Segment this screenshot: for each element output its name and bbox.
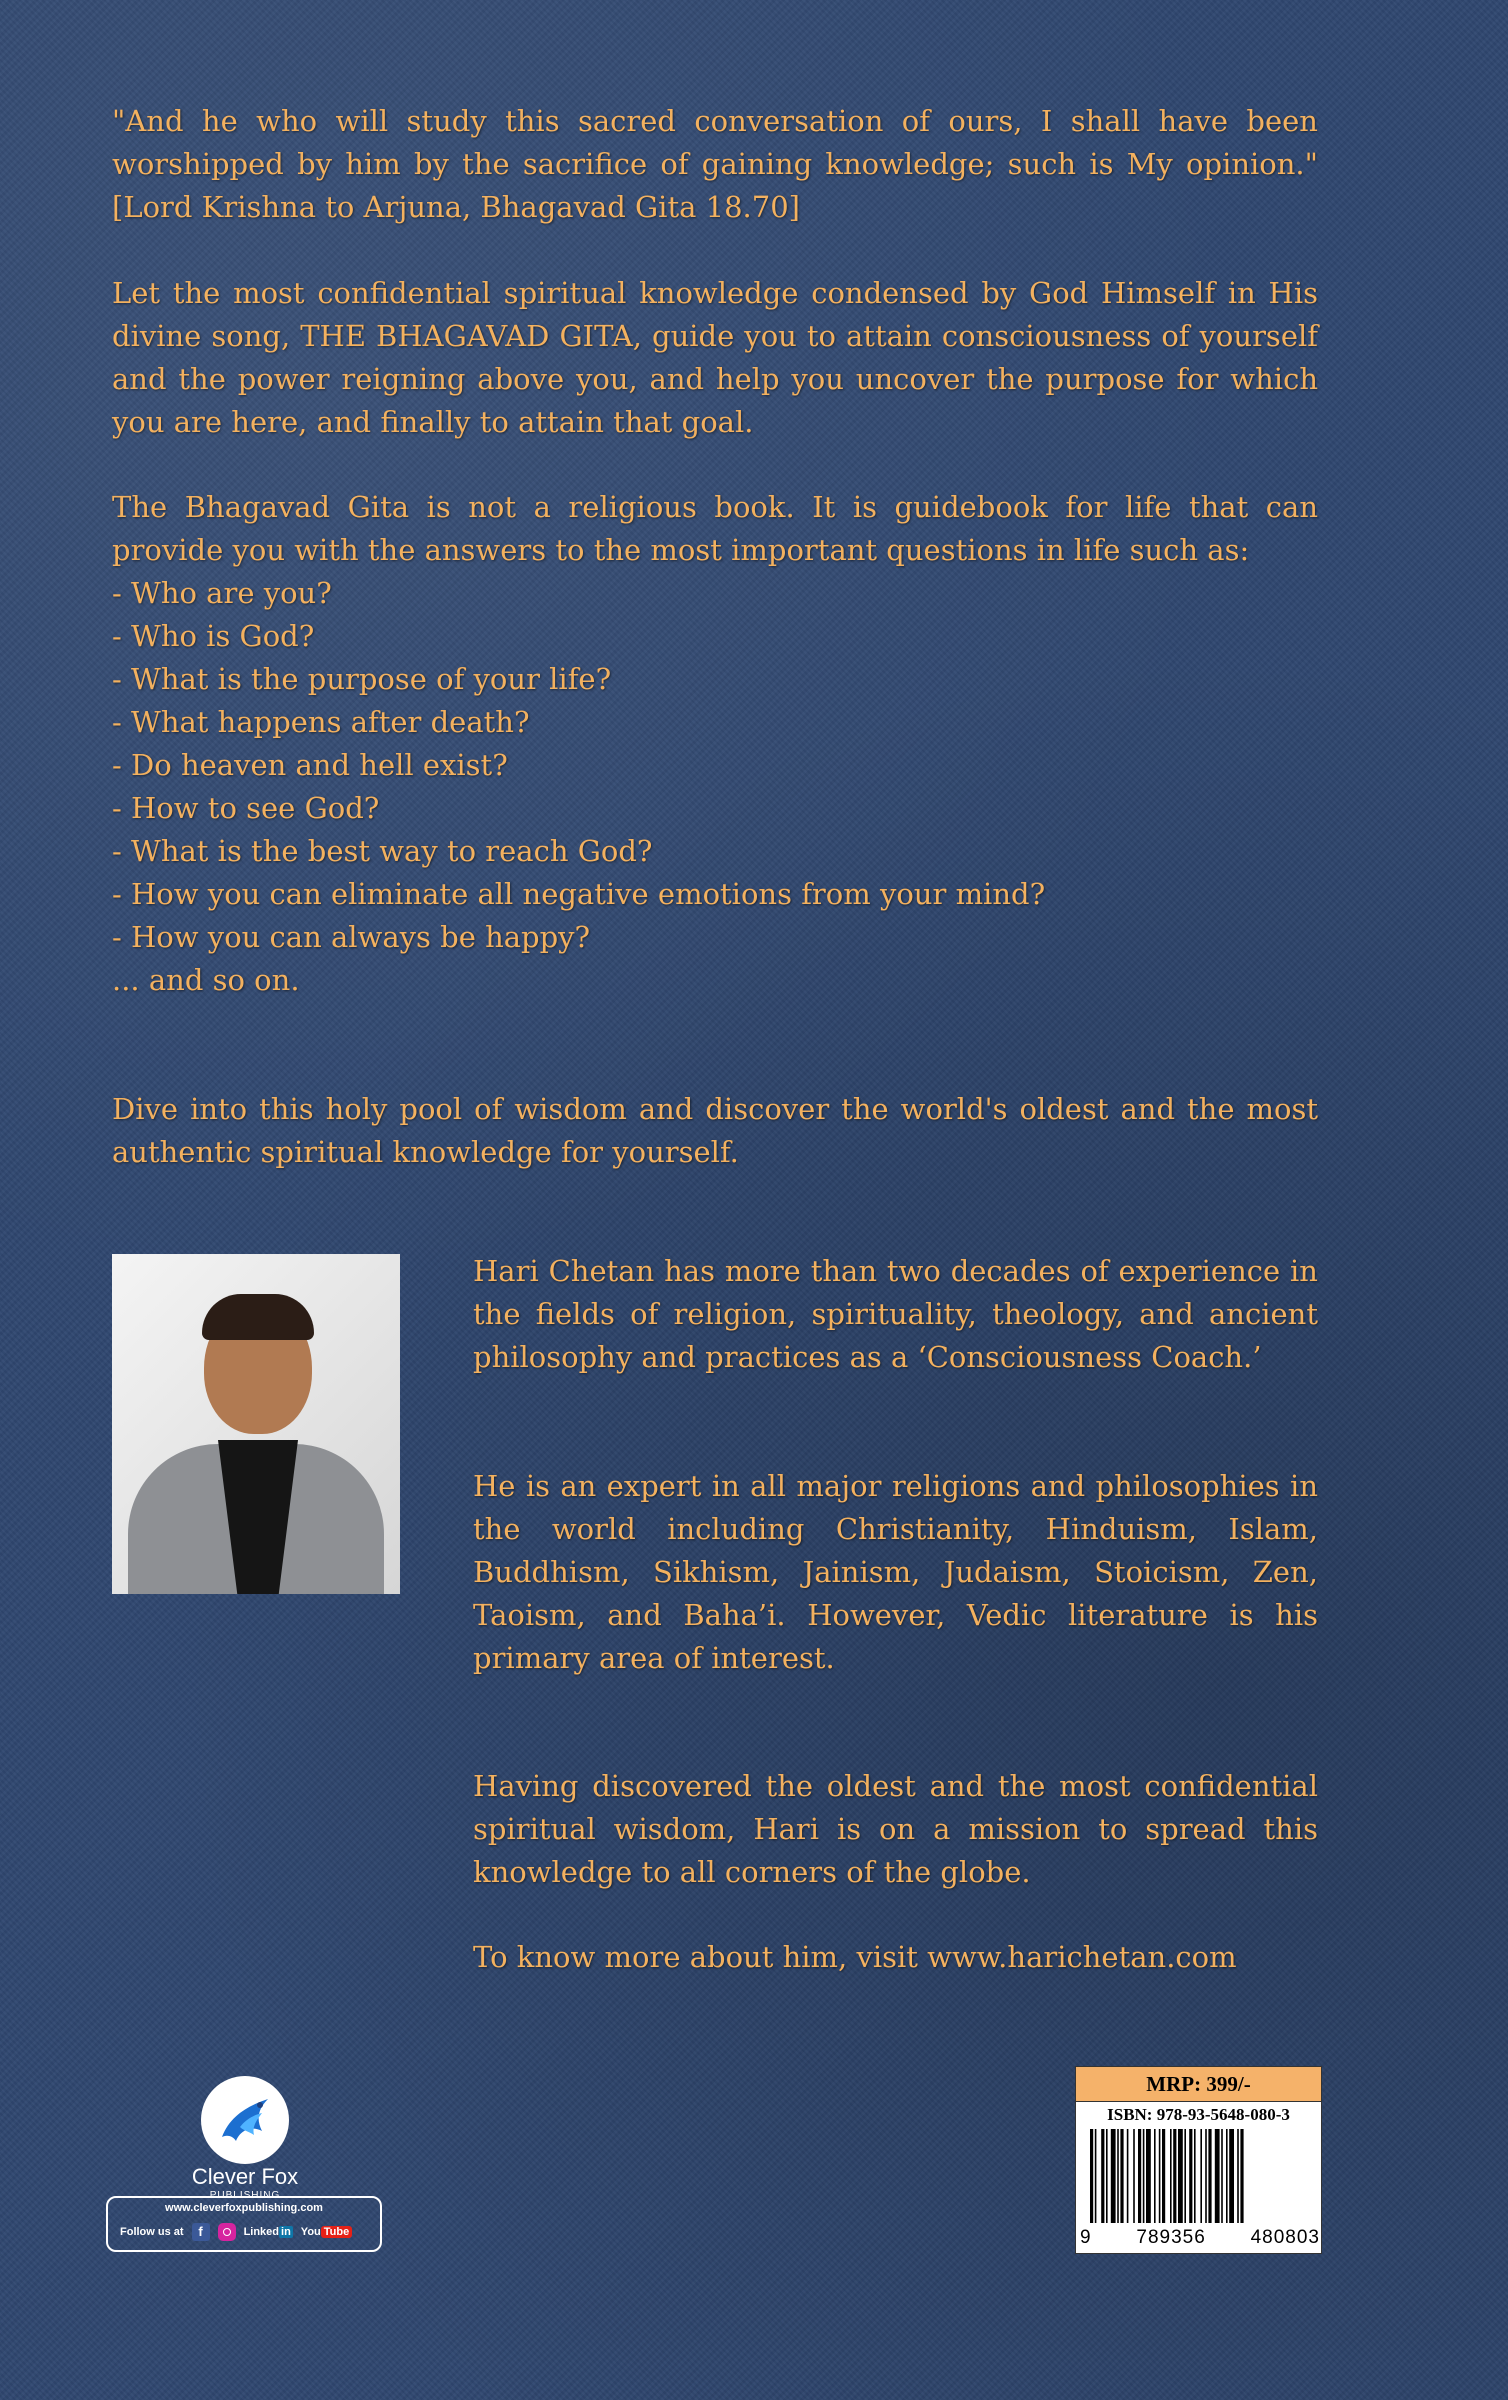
barcode-bar	[1226, 2129, 1228, 2223]
question-item: - What is the purpose of your life?	[112, 662, 612, 696]
question-item: - How you can always be happy?	[112, 920, 591, 954]
barcode-digit-group: 789356	[1136, 2227, 1206, 2248]
question-item: - What happens after death?	[112, 705, 530, 739]
publisher-name: Clever Fox	[191, 2164, 299, 2189]
barcode-bar	[1120, 2129, 1123, 2223]
question-item: - How you can eliminate all negative emotions from your mind?	[112, 877, 1046, 911]
author-photo-hair	[202, 1294, 314, 1340]
question-item: - Who is God?	[112, 619, 315, 653]
barcode-bar	[1194, 2129, 1196, 2223]
barcode-bar	[1229, 2129, 1234, 2223]
barcode-bar	[1154, 2129, 1156, 2223]
barcode-bar	[1170, 2129, 1172, 2223]
clever-fox-logo-icon	[200, 2075, 290, 2165]
facebook-icon[interactable]: f	[192, 2223, 210, 2241]
publisher-url[interactable]: www.cleverfoxpublishing.com	[165, 2202, 323, 2214]
social-links-box	[106, 2196, 382, 2252]
barcode-bar	[1189, 2129, 1192, 2223]
linkedin-in-badge: in	[281, 2226, 291, 2238]
author-bio-3	[473, 1765, 1318, 1894]
follow-label: Follow us at	[120, 2226, 184, 2238]
gita-intro-text: The Bhagavad Gita is not a religious book. It is guidebook for life that can provide you with the answers to the most important questions in life such as:	[112, 490, 1318, 567]
barcode-bar	[1173, 2129, 1176, 2223]
barcode-bar	[1095, 2129, 1097, 2223]
publisher-tagline: PUBLISHING	[209, 2190, 281, 2201]
youtube-text: You	[300, 2226, 321, 2238]
author-bio-2	[473, 1465, 1318, 1680]
author-bio-1-text: Hari Chetan has more than two decades of experience in the fields of religion, spirituality, theology, and ancient philosophy and practices as a ‘Consciousness Coach.’	[473, 1254, 1318, 1374]
question-item: - How to see God?	[112, 791, 380, 825]
author-website-text: To know more about him, visit www.harichetan.com	[473, 1940, 1237, 1974]
barcode-bar	[1127, 2129, 1129, 2223]
barcode-bar	[1208, 2129, 1211, 2223]
barcode-digit-group: 9	[1080, 2227, 1092, 2248]
opening-quote	[112, 100, 1318, 229]
instagram-icon[interactable]	[218, 2223, 236, 2241]
barcode-bar	[1221, 2129, 1223, 2223]
linkedin-icon[interactable]	[244, 2226, 293, 2238]
barcode-bar	[1143, 2129, 1145, 2223]
quote-text: "And he who will study this sacred conversation of ours, I shall have been worshipped by him by the sacrifice of gaining knowledge; such is My opinion." [Lord Krishna to Arjuna, Bhagavad Gita 18.70]	[112, 104, 1318, 224]
barcode-bar	[1111, 2129, 1116, 2223]
gita-section	[112, 486, 1318, 1002]
barcode-bar	[1162, 2129, 1165, 2223]
question-item: - What is the best way to reach God?	[112, 834, 653, 868]
barcode-bar	[1159, 2129, 1161, 2223]
barcode-bar	[1178, 2129, 1183, 2223]
barcode-bar	[1200, 2129, 1202, 2223]
barcode-bar	[1106, 2129, 1108, 2223]
barcode-bar	[1133, 2129, 1135, 2223]
barcode-digits	[1080, 2227, 1320, 2249]
barcode-icon	[1088, 2129, 1310, 2225]
question-item: - Do heaven and hell exist?	[112, 748, 508, 782]
question-list	[112, 572, 1318, 1002]
price-barcode-box	[1075, 2066, 1322, 2254]
barcode-bar	[1138, 2129, 1141, 2223]
barcode-bar	[1205, 2129, 1207, 2223]
author-photo	[112, 1254, 400, 1594]
question-item: - Who are you?	[112, 576, 332, 610]
mrp-label: MRP: 399/-	[1076, 2067, 1321, 2102]
youtube-icon[interactable]	[301, 2226, 352, 2238]
author-bio-3-text: Having discovered the oldest and the most confidential spiritual wisdom, Hari is on a mission to spread this knowledge to all corners of the globe.	[473, 1769, 1318, 1889]
intro-paragraph	[112, 272, 1318, 444]
closing-paragraph	[112, 1088, 1318, 1174]
barcode-bar	[1237, 2129, 1239, 2223]
barcode-bar	[1184, 2129, 1186, 2223]
intro-text: Let the most confidential spiritual knowledge condensed by God Himself in His divine song, THE BHAGAVAD GITA, guide you to attain consciousness of yourself and the power reigning above you, and help you uncover the purpose for which you are here, and finally to attain that goal.	[112, 276, 1318, 439]
youtube-tube-badge: Tube	[321, 2226, 352, 2238]
author-bio-1	[473, 1250, 1318, 1379]
isbn-label: ISBN: 978-93-5648-080-3	[1107, 2105, 1290, 2124]
barcode-bar	[1117, 2129, 1119, 2223]
barcode-bar	[1146, 2129, 1151, 2223]
barcode-bar	[1090, 2129, 1093, 2223]
barcode-bar	[1101, 2129, 1104, 2223]
barcode-bar	[1240, 2129, 1243, 2223]
author-bio-2-text: He is an expert in all major religions and philosophies in the world including Christianity, Hinduism, Islam, Buddhism, Sikhism, Jainism, Judaism, Stoicism, Zen, Taoism, and Baha’i. However, Vedic literature is his primary area of interest.	[473, 1469, 1318, 1675]
social-row	[120, 2220, 352, 2244]
question-item: ... and so on.	[112, 963, 300, 997]
barcode-digit-group: 480803	[1250, 2227, 1320, 2248]
linkedin-text: Linked	[243, 2226, 280, 2238]
barcode-bar	[1215, 2129, 1220, 2223]
dive-text: Dive into this holy pool of wisdom and discover the world's oldest and the most authentic spiritual knowledge for yourself.	[112, 1092, 1318, 1169]
author-website-line	[473, 1936, 1318, 1979]
